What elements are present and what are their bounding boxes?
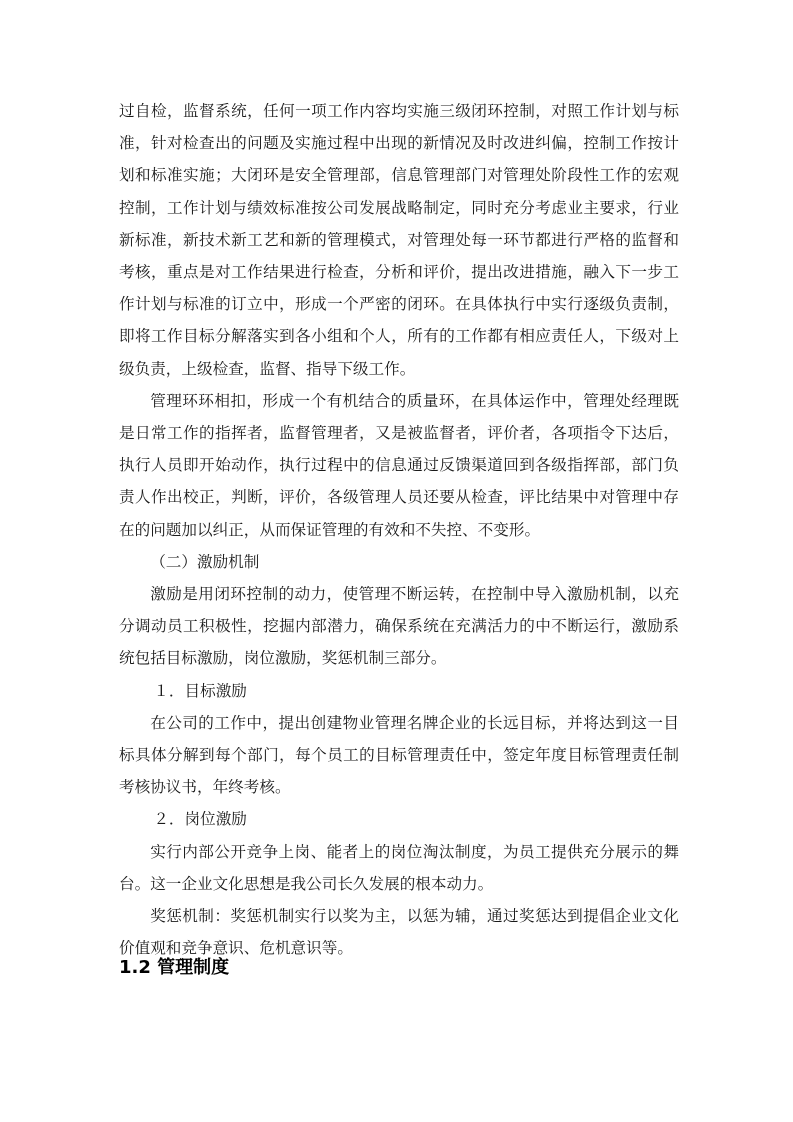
paragraph-closed-loop-control: 过自检，监督系统，任何一项工作内容均实施三级闭环控制，对照工作计划与标准，针对检查出的问题及实施过程中出现的新情况及时改进纠偏，控制工作按计划和标准实施；大闭环是安全管理部，信息管理部门对管理处阶段性工作的宏观控制，工作计划与绩效标准按公司发展战略制定，同时充分考虑业主要求，行业新标准，新技术新工艺和新的管理模式，对管理处每一环节都进行严格的监督和考核，重点是对工作结果进行检查，分析和评价，提出改进措施，融入下一步工作计划与标准的订立中，形成一个严密的闭环。在具体执行中实行逐级负责制，即将工作目标分解落实到各小组和个人，所有的工作都有相应责任人，下级对上级负责，上级检查，监督、指导下级工作。 [119,102,679,378]
paragraph-reward-punishment: 奖惩机制：奖惩机制实行以奖为主，以惩为辅，通过奖惩达到提倡企业文化价值观和竞争意识、危机意识等。 [119,907,679,958]
subheading-position-incentive: ２．岗位激励 [153,810,247,829]
section-heading-management-system: 1.2 管理制度 [119,957,230,978]
subheading-goal-incentive: １．目标激励 [153,681,247,700]
paragraph-management-loop: 管理环环相扣，形成一个有机结合的质量环，在具体运作中，管理处经理既是日常工作的指挥者，监督管理者，又是被监督者，评价者，各项指令下达后，执行人员即开始动作，执行过程中的信息通过反馈渠道回到各级指挥部，部门负责人作出校正，判断，评价，各级管理人员还要从检查，评比结果中对管理中存在的问题加以纠正，从而保证管理的有效和不失控、不变形。 [119,391,679,539]
paragraph-position-incentive: 实行内部公开竞争上岗、能者上的岗位淘汰制度，为员工提供充分展示的舞台。这一企业文化思想是我公司长久发展的根本动力。 [119,842,679,893]
document-body [119,95,679,964]
paragraph-incentive-intro: 激励是用闭环控制的动力，使管理不断运转，在控制中导入激励机制，以充分调动员工积极性，挖掘内部潜力，确保系统在充满活力的中不断运行，激励系统包括目标激励，岗位激励，奖惩机制三部分。 [119,585,679,668]
subheading-incentive-mechanism: （二）激励机制 [150,552,260,571]
paragraph-goal-incentive: 在公司的工作中，提出创建物业管理名牌企业的长远目标，并将达到这一目标具体分解到每个部门，每个员工的目标管理责任中，签定年度目标管理责任制考核协议书，年终考核。 [119,713,679,797]
